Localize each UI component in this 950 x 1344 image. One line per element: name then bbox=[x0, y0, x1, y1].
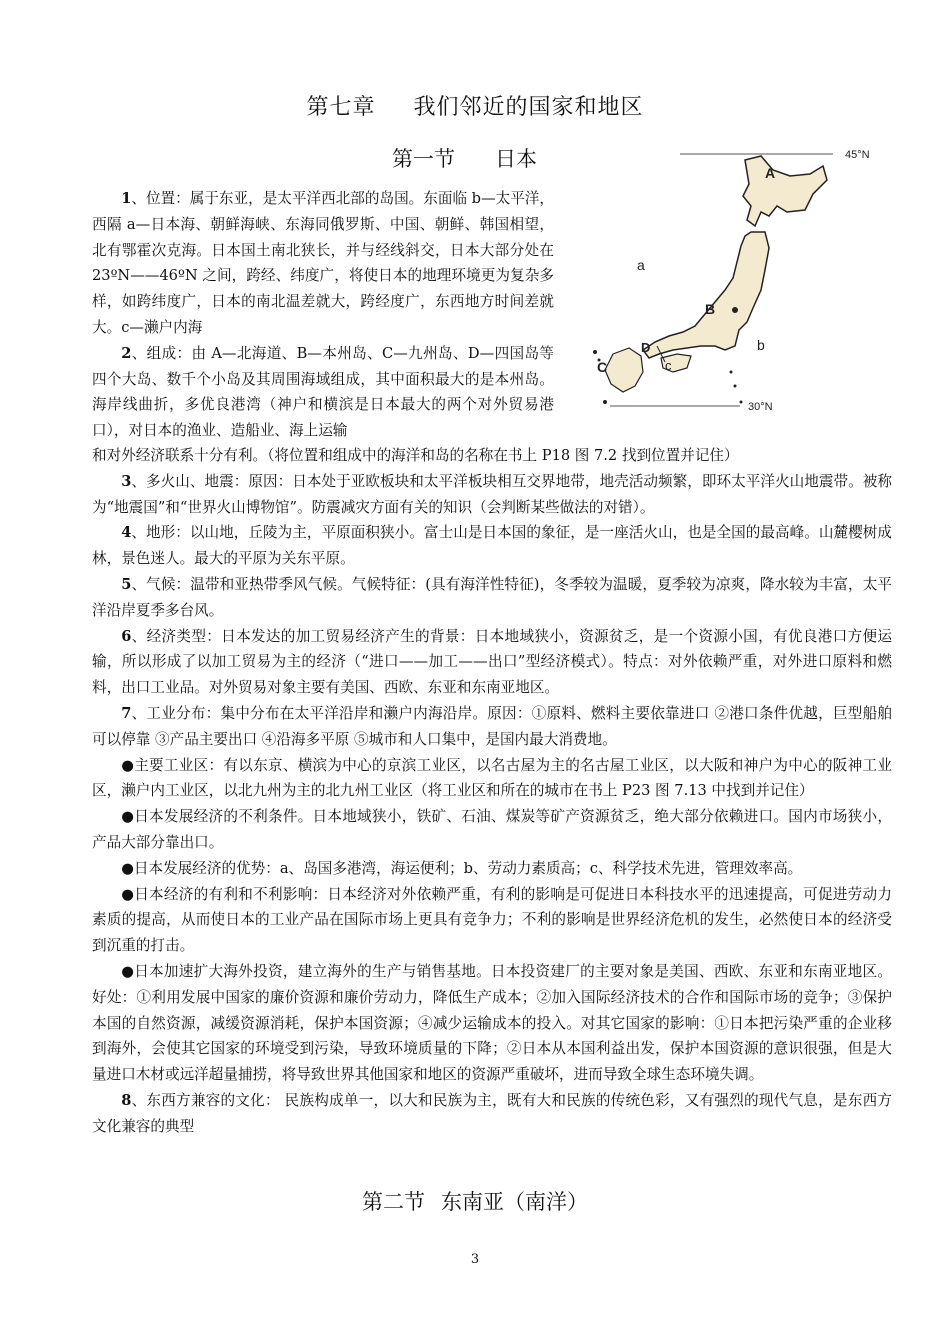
bullet-advantages bbox=[92, 856, 892, 882]
section-1-name: 日本 bbox=[495, 147, 537, 171]
para-text: 、多火山、地震：原因：日本处于亚欧板块和太平洋板块相互交界地带，地壳活动频繁，即环太平洋火山地震带。被称为“地震国”和“世界火山博物馆”。防震减灾方面有关的知识（会判断某些做法的对错）。 bbox=[92, 472, 892, 516]
lat-30-label: 30°N bbox=[748, 401, 773, 413]
small-island bbox=[593, 350, 597, 354]
map-label-A: A bbox=[765, 165, 776, 181]
small-island bbox=[734, 385, 737, 388]
lat-45-label: 45°N bbox=[845, 149, 870, 161]
section-1-title bbox=[392, 143, 537, 173]
para-text: ●主要工业区：有以东京、横滨为中心的京滨工业区，以名古屋为主的名古屋工业区，以大阪和神户为中心的阪神工业区，濑户内工业区，以北九州为主的北九州工业区（将工业区和所在的城市在书上 P23 图 7.13 中找到并记住） bbox=[92, 756, 892, 800]
map-label-C: C bbox=[597, 359, 608, 375]
section-2-number: 第二节 bbox=[362, 1190, 425, 1214]
para-text: ●日本发展经济的优势：a、岛国多港湾，海运便利；b、劳动力素质高；c、科学技术先进，管理效率高。 bbox=[121, 859, 803, 877]
map-label-B: B bbox=[705, 301, 716, 317]
page-number: 3 bbox=[470, 1252, 480, 1267]
bullet-disadvantages bbox=[92, 804, 892, 856]
para-num: 1 bbox=[121, 190, 132, 207]
chapter-number: 第七章 bbox=[306, 95, 376, 120]
para-num: 6 bbox=[121, 627, 132, 645]
para-text: ●日本加速扩大海外投资，建立海外的生产与销售基地。日本投资建厂的主要对象是美国、西欧、东亚和东南亚地区。好处：①利用发展中国家的廉价资源和廉价劳动力，降低生产成本；②加入国际经济技术的合作和国际市场的竞争；③保护本国的自然资源，减缓资源消耗，保护本国资源；④减少运输成本的投入。对其它国家的影响：①日本把污染严重的企业移到海外，会使其它国家的环境受到污染，导致环境质量的下降；②日本从本国利益出发，保护本国资源的意识很强，但是大量进口木材或远洋超量捕捞，将导致世界其他国家和地区的资源严重破坏，进而导致全球生态环境失调。 bbox=[92, 962, 892, 1084]
map-label-a: a bbox=[637, 257, 645, 273]
japan-map bbox=[565, 140, 900, 440]
paragraph-7 bbox=[92, 701, 892, 753]
paragraph-6 bbox=[92, 624, 892, 701]
bullet-industrial-zones bbox=[92, 753, 892, 805]
para-num: 8 bbox=[121, 1091, 132, 1109]
hokkaido-island bbox=[743, 156, 827, 226]
small-island bbox=[603, 400, 607, 404]
paragraph-2-cont bbox=[92, 443, 892, 469]
para-text: 和对外经济联系十分有利。（将位置和组成中的海洋和岛的名称在书上 P18 图 7.2 找到位置并记住） bbox=[92, 447, 739, 464]
narrow-column-text bbox=[92, 186, 554, 444]
bullet-overseas-investment bbox=[92, 959, 892, 1088]
paragraph-8 bbox=[92, 1088, 892, 1140]
para-num: 4 bbox=[121, 524, 132, 542]
kyushu-island bbox=[605, 348, 643, 392]
para-text: ●日本发展经济的不利条件。日本地域狭小，铁矿、石油、煤炭等矿产资源贫乏，绝大部分依赖进口。国内市场狭小，产品大部分靠出口。 bbox=[92, 808, 892, 851]
para-text: 、工业分布：集中分布在太平洋沿岸和濑户内海沿岸。原因：①原料、燃料主要依靠进口 ②港口条件优越，巨型船舶可以停靠 ③产品主要出口 ④沿海多平原 ⑤城市和人口集中，是国内最大消费地。 bbox=[92, 704, 892, 748]
small-island bbox=[730, 371, 733, 374]
small-island bbox=[740, 401, 743, 404]
map-label-b: b bbox=[757, 337, 765, 353]
para-text: 、位置：属于东亚，是太平洋西北部的岛国。东面临 b—太平洋，西隔 a—日本海、朝鲜海峡、东海同俄罗斯、中国、朝鲜、韩国相望，北有鄂霍次克海。日本国土南北狭长，并与经线斜交，日本大部分处在 23ºN——46ºN 之间，跨经、纬度广，将使日本的地理环境更为复杂多样，如跨纬度广，日本的南北温差就大，跨经度广，东西地方时间差就大。c—濑户内海 bbox=[92, 190, 554, 336]
full-width-text bbox=[92, 443, 892, 1140]
honshu-island bbox=[643, 232, 769, 358]
para-text: ●日本经济的有利和不利影响：日本经济对外依赖严重，有利的影响是可促进日本科技水平的迅速提高，可促进劳动力素质的提高，从而使日本的工业产品在国际市场上更具有竞争力；不利的影响是世界经济危机的发生，必然使日本的经济受到沉重的打击。 bbox=[92, 885, 892, 955]
para-num: 5 bbox=[121, 575, 132, 593]
paragraph-2 bbox=[92, 341, 554, 444]
section-2-name: 东南亚（南洋） bbox=[441, 1190, 588, 1214]
section-2-title bbox=[0, 1186, 950, 1216]
map-label-c: c bbox=[665, 358, 672, 373]
section-1-number: 第一节 bbox=[392, 147, 455, 171]
para-num: 3 bbox=[121, 472, 132, 490]
paragraph-3 bbox=[92, 469, 892, 521]
chapter-title bbox=[0, 90, 950, 121]
para-text: 、气候：温带和亚热带季风气候。气候特征：(具有海洋性特征)，冬季较为温暖，夏季较为凉爽，降水较为丰富，太平洋沿岸夏季多台风。 bbox=[92, 575, 892, 619]
para-num: 7 bbox=[121, 704, 132, 722]
para-text: 、经济类型：日本发达的加工贸易经济产生的背景：日本地域狭小，资源贫乏，是一个资源小国，有优良港口方便运输，所以形成了以加工贸易为主的经济（“进口——加工——出口”型经济模式）。特点：对外依赖严重，对外进口原料和燃料，出口工业品。对外贸易对象主要有美国、西欧、东亚和东南亚地区。 bbox=[92, 627, 892, 697]
bullet-impacts bbox=[92, 882, 892, 959]
chapter-name: 我们邻近的国家和地区 bbox=[413, 95, 644, 120]
tokyo-dot bbox=[732, 307, 738, 313]
paragraph-1 bbox=[92, 186, 554, 341]
paragraph-4 bbox=[92, 520, 892, 572]
map-label-D: D bbox=[641, 340, 651, 355]
para-text: 、东西方兼容的文化： 民族构成单一，以大和民族为主，既有大和民族的传统色彩，又有强烈的现代气息，是东西方文化兼容的典型 bbox=[92, 1091, 892, 1135]
para-text: 、地形：以山地，丘陵为主，平原面积狭小。富士山是日本国的象征，是一座活火山，也是全国的最高峰。山麓樱树成林，景色迷人。最大的平原为关东平原。 bbox=[92, 524, 892, 568]
para-num: 2 bbox=[121, 344, 132, 362]
para-text: 、组成：由 A—北海道、B—本州岛、C—九州岛、D—四国岛等四个大岛、数千个小岛及其周围海域组成，其中面积最大的是本州岛。海岸线曲折，多优良港湾（神户和横滨是日本最大的两个对外贸易港口），对日本的渔业、造船业、海上运输 bbox=[92, 344, 554, 440]
paragraph-5 bbox=[92, 572, 892, 624]
